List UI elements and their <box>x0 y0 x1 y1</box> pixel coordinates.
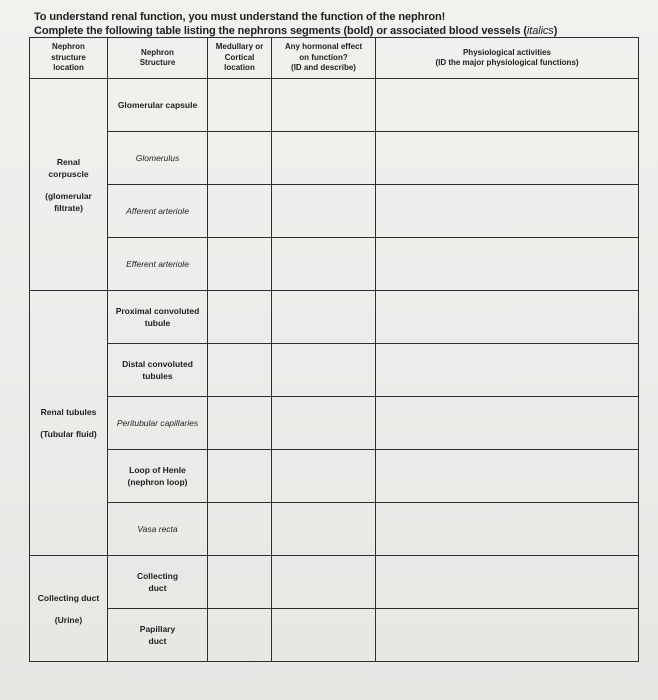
answer-cell[interactable] <box>208 132 272 185</box>
table-row <box>30 291 639 344</box>
group-renal-corpuscle: Renal corpuscle (glomerular filtrate) <box>30 79 108 291</box>
table-row <box>30 132 639 185</box>
table-row <box>30 503 639 556</box>
answer-cell[interactable] <box>208 397 272 450</box>
instructions-prefix: Complete the following table listing the nephrons segments (bold) or associated blood vessels ( <box>34 25 527 37</box>
segment-glomerular-capsule: Glomerular capsule <box>108 79 208 132</box>
answer-cell[interactable] <box>208 291 272 344</box>
worksheet-title: To understand renal function, you must understand the function of the nephron! <box>34 11 446 23</box>
answer-cell[interactable] <box>272 609 376 662</box>
header-row <box>30 38 639 79</box>
group-renal-tubules: Renal tubules (Tubular fluid) <box>30 291 108 556</box>
worksheet-instructions <box>34 25 557 37</box>
answer-cell[interactable] <box>376 238 639 291</box>
answer-cell[interactable] <box>376 291 639 344</box>
answer-cell[interactable] <box>208 503 272 556</box>
answer-cell[interactable] <box>376 503 639 556</box>
answer-cell[interactable] <box>272 503 376 556</box>
answer-cell[interactable] <box>376 344 639 397</box>
instructions-italic: italics <box>526 25 554 37</box>
segment-glomerulus: Glomerulus <box>108 132 208 185</box>
answer-cell[interactable] <box>208 556 272 609</box>
answer-cell[interactable] <box>376 397 639 450</box>
answer-cell[interactable] <box>376 132 639 185</box>
header-structure: Nephron Structure <box>108 38 208 79</box>
answer-cell[interactable] <box>272 556 376 609</box>
segment-proximal-convoluted-tubule: Proximal convoluted tubule <box>108 291 208 344</box>
group-collecting-duct: Collecting duct (Urine) <box>30 556 108 662</box>
header-physiological: Physiological activities (ID the major physiological functions) <box>376 38 639 79</box>
answer-cell[interactable] <box>376 185 639 238</box>
table-row <box>30 185 639 238</box>
nephron-table <box>29 37 639 662</box>
answer-cell[interactable] <box>208 238 272 291</box>
table-row <box>30 556 639 609</box>
answer-cell[interactable] <box>272 344 376 397</box>
segment-peritubular-capillaries: Peritubular capillaries <box>108 397 208 450</box>
table-row <box>30 344 639 397</box>
header-hormonal: Any hormonal effect on function? (ID and describe) <box>272 38 376 79</box>
segment-loop-of-henle: Loop of Henle (nephron loop) <box>108 450 208 503</box>
table-row <box>30 79 639 132</box>
answer-cell[interactable] <box>272 397 376 450</box>
instructions-suffix: ) <box>553 25 558 37</box>
segment-distal-convoluted-tubules: Distal convoluted tubules <box>108 344 208 397</box>
segment-papillary-duct: Papillary duct <box>108 609 208 662</box>
answer-cell[interactable] <box>272 238 376 291</box>
answer-cell[interactable] <box>208 185 272 238</box>
segment-afferent-arteriole: Afferent arteriole <box>108 185 208 238</box>
answer-cell[interactable] <box>208 344 272 397</box>
answer-cell[interactable] <box>208 79 272 132</box>
answer-cell[interactable] <box>272 79 376 132</box>
header-medullary: Medullary or Cortical location <box>208 38 272 79</box>
answer-cell[interactable] <box>272 185 376 238</box>
answer-cell[interactable] <box>376 450 639 503</box>
answer-cell[interactable] <box>272 450 376 503</box>
answer-cell[interactable] <box>376 79 639 132</box>
answer-cell[interactable] <box>272 291 376 344</box>
table-row <box>30 450 639 503</box>
answer-cell[interactable] <box>208 609 272 662</box>
table-row <box>30 238 639 291</box>
segment-collecting-duct: Collecting duct <box>108 556 208 609</box>
table-row <box>30 609 639 662</box>
answer-cell[interactable] <box>272 132 376 185</box>
answer-cell[interactable] <box>376 609 639 662</box>
header-location: Nephron structure location <box>30 38 108 79</box>
answer-cell[interactable] <box>376 556 639 609</box>
segment-efferent-arteriole: Efferent arteriole <box>108 238 208 291</box>
segment-vasa-recta: Vasa recta <box>108 503 208 556</box>
answer-cell[interactable] <box>208 450 272 503</box>
table-row <box>30 397 639 450</box>
